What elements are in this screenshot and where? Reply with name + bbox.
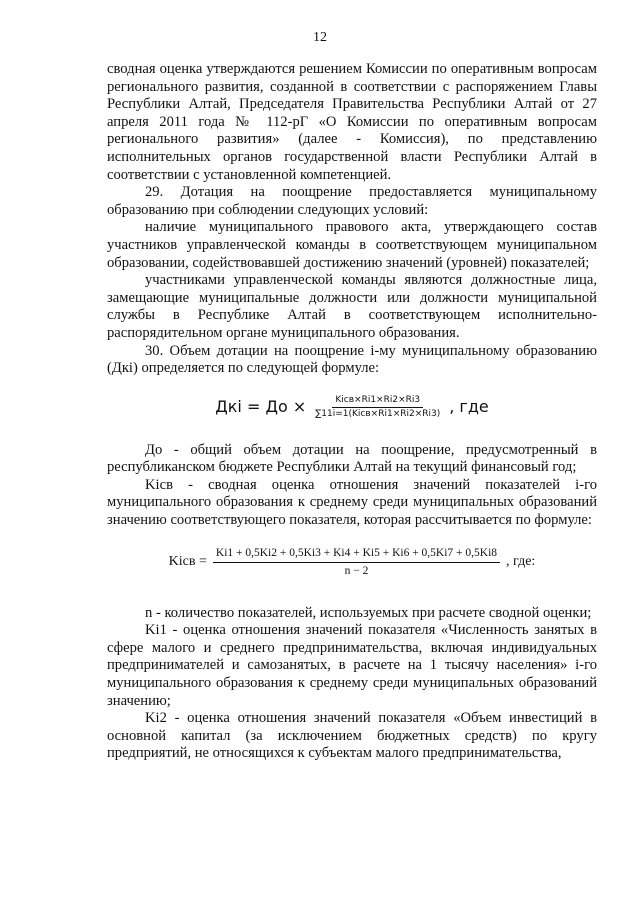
- formula-summary-score: [107, 546, 597, 579]
- paragraph-2: 29. Дотация на поощрение предоставляется муниципальному образованию при соблюдении следующих условий:: [107, 184, 597, 218]
- formula-subsidy-fraction: [312, 395, 443, 420]
- document-body: [107, 61, 597, 763]
- paragraph-6: До - общий объем дотации на поощрение, предусмотренный в республиканском бюджете Республики Алтай на текущий финансовый год;: [107, 441, 597, 476]
- formula-summary-denominator: n − 2: [344, 564, 369, 577]
- formula-subsidy-suffix: , где: [449, 397, 489, 417]
- paragraph-1: сводная оценка утверждаются решением Комиссии по оперативным вопросам регионального развития, созданной в соответствии с распоряжением Главы Республики Алтай, Председателя Правительства Республики Алтай от 27 апреля 2011 года № 112-рГ «О Комиссии по оперативным вопросам регионального развития» (далее - Комиссия), по представлению исполнительных органов государственной власти Республики Алтай в соответствии с установленной компетенцией.: [107, 61, 597, 183]
- paragraph-10: Ki2 - оценка отношения значений показателя «Объем инвестиций в основной капитал (за исключением бюджетных средств) по кругу предприятий, не относящихся к субъектам малого предпринимательства,: [107, 710, 597, 762]
- formula-summary-suffix: , где:: [506, 554, 536, 570]
- paragraph-8: n - количество показателей, используемых при расчете сводной оценки;: [145, 604, 592, 621]
- formula-summary-fraction: [213, 546, 500, 579]
- formula-subsidy-denominator: ∑11i=1(Kiсв×Ri1×Ri2×Ri3): [315, 408, 441, 419]
- paragraph-7: Kiсв - сводная оценка отношения значений показателей i-го муниципального образования к среднему среди муниципальных образований значению соответствующего показателя, которая рассчитывается по формуле:: [107, 476, 597, 529]
- page-number: 12: [313, 30, 327, 45]
- paragraph-5: 30. Объем дотации на поощрение i-му муниципальному образованию (Дкi) определяется по следующей формуле:: [107, 342, 597, 377]
- formula-subsidy-numerator: Kiсв×Ri1×Ri2×Ri3: [332, 395, 423, 408]
- formula-summary-numerator: Ki1 + 0,5Ki2 + 0,5Ki3 + Ki4 + Ki5 + Ki6 + 0,5Ki7 + 0,5Ki8: [213, 546, 500, 563]
- paragraph-9: Ki1 - оценка отношения значений показателя «Численность занятых в сфере малого и среднего предпринимательства, включая индивидуальных предпринимателей и самозанятых, в расчете на 1 тысячу населения» i-го муниципального образования к среднему среди муниципальных образований значению;: [107, 622, 597, 709]
- paragraph-3: наличие муниципального правового акта, утверждающего состав участников управленческой команды в соответствующем муниципальном образовании, содействовавшей достижению значений (уровней) показателей;: [107, 219, 597, 271]
- formula-summary-lhs: Kiсв =: [168, 554, 207, 570]
- formula-subsidy: [107, 395, 597, 420]
- formula-subsidy-lhs: Дкi = До ×: [215, 397, 307, 417]
- paragraph-4: участниками управленческой команды являются должностные лица, замещающие муниципальные должности или должности муниципальной службы в Республике Алтай в соответствующем исполнительно-распорядительном органе муниципального образования.: [107, 272, 597, 341]
